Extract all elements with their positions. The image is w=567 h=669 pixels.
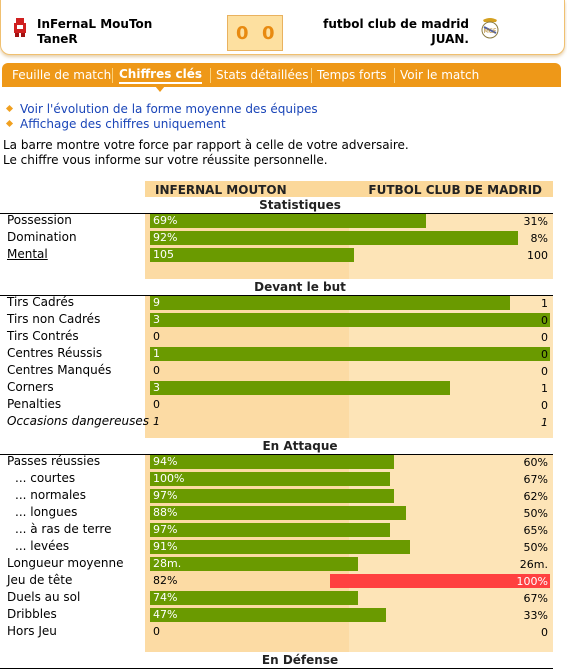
stat-home-value: 0 <box>153 364 160 377</box>
stat-bar-home <box>150 347 550 361</box>
stat-label: Dribbles <box>7 607 57 621</box>
stat-home-value: 3 <box>153 381 160 394</box>
stat-bar-home <box>150 296 510 310</box>
section-title: En Défense <box>261 653 339 667</box>
scoreboard <box>227 15 283 51</box>
section-title: Statistiques <box>259 198 341 212</box>
away-score: 0 <box>262 23 275 44</box>
stat-label: Tirs non Cadrés <box>7 312 101 326</box>
stat-label: ... levées <box>15 539 70 553</box>
tab-separator <box>394 68 395 83</box>
stat-home-value: 1 <box>153 415 160 428</box>
stat-label: Hors Jeu <box>7 624 57 638</box>
stat-bar-home <box>150 523 390 537</box>
link-chiffres-uniquement-label[interactable]: Affichage des chiffres uniquement <box>20 117 226 131</box>
stat-away-value: 26m. <box>519 558 548 571</box>
stat-home-value: 88% <box>153 506 178 519</box>
home-score: 0 <box>236 23 249 44</box>
stat-home-value: 94% <box>153 455 178 468</box>
stat-label: Duels au sol <box>7 590 81 604</box>
stat-away-value: 1 <box>541 297 548 310</box>
column-away-team: FUTBOL CLUB DE MADRID <box>368 183 542 197</box>
stat-home-value: 100% <box>153 472 185 485</box>
stat-home-value: 92% <box>153 231 178 244</box>
link-chiffres-uniquement[interactable] <box>7 117 226 132</box>
stat-bar-home <box>150 381 450 395</box>
stat-away-value: 31% <box>523 215 548 228</box>
stat-away-value: 50% <box>523 541 548 554</box>
tab-separator <box>311 68 312 83</box>
stat-bar-home <box>150 231 518 245</box>
stat-away-value: 0 <box>541 626 548 639</box>
link-evolution-forme[interactable] <box>7 102 318 117</box>
tab-temps-forts[interactable]: Temps forts <box>317 68 387 82</box>
away-team-name[interactable]: futbol club de madrid <box>323 17 469 31</box>
stat-bar-home <box>150 248 354 262</box>
away-team-block <box>323 17 469 47</box>
stat-bar-home <box>150 540 410 554</box>
bullet-icon <box>6 105 13 112</box>
stat-label[interactable]: Mental <box>7 247 48 261</box>
stat-bar-home <box>150 591 358 605</box>
stat-home-value: 0 <box>153 330 160 343</box>
stat-label: Jeu de tête <box>7 573 73 587</box>
tab-separator <box>112 68 113 83</box>
column-home-team: INFERNAL MOUTON <box>155 183 287 197</box>
stat-bar-home <box>150 472 390 486</box>
home-team-block <box>37 17 152 47</box>
section-header <box>0 279 553 296</box>
home-manager-name[interactable]: TaneR <box>37 32 78 46</box>
section-header <box>0 197 553 214</box>
stat-away-value: 0 <box>541 314 548 327</box>
stat-bar-home <box>150 506 406 520</box>
stat-away-value: 67% <box>523 473 548 486</box>
tab-stats-detaillees[interactable]: Stats détaillées <box>216 68 309 82</box>
stat-home-value: 91% <box>153 540 178 553</box>
stats-panel-away <box>349 181 553 661</box>
active-tab-arrow-icon <box>155 86 165 92</box>
stat-bar-home <box>150 313 550 327</box>
stat-home-value: 3 <box>153 313 160 326</box>
description-line-2: Le chiffre vous informe sur votre réussite personnelle. <box>3 153 328 167</box>
link-evolution-forme-label[interactable]: Voir l'évolution de la forme moyenne des équipes <box>20 102 318 116</box>
stat-label: Centres Manqués <box>7 363 112 377</box>
stat-label: ... courtes <box>15 471 76 485</box>
stat-home-value: 82% <box>153 574 178 587</box>
stat-home-value: 74% <box>153 591 178 604</box>
stat-home-value: 97% <box>153 523 178 536</box>
stat-label: Tirs Cadrés <box>7 295 74 309</box>
stat-home-value: 28m. <box>153 557 182 570</box>
stat-bar-home <box>150 455 394 469</box>
column-header <box>145 181 553 198</box>
match-header <box>0 0 565 55</box>
stat-home-value: 9 <box>153 296 160 309</box>
stat-bar-home <box>150 489 394 503</box>
stat-home-value: 97% <box>153 489 178 502</box>
stat-label: ... longues <box>15 505 78 519</box>
stat-away-value: 60% <box>523 456 548 469</box>
section-title: En Attaque <box>262 439 338 453</box>
stat-away-value: 0 <box>541 365 548 378</box>
stat-away-value: 67% <box>523 592 548 605</box>
tab-feuille-de-match[interactable]: Feuille de match <box>12 68 112 82</box>
stat-home-value: 1 <box>153 347 160 360</box>
away-manager-name[interactable]: JUAN. <box>431 32 469 46</box>
stat-home-value: 47% <box>153 608 178 621</box>
tab-chiffres-cles[interactable]: Chiffres clés <box>119 67 202 84</box>
stat-away-value: 0 <box>541 331 548 344</box>
tab-separator <box>210 68 211 83</box>
stat-label: Occasions dangereuses <box>7 414 149 428</box>
stat-label: ... à ras de terre <box>15 522 112 536</box>
svg-text:MCF: MCF <box>483 28 497 35</box>
stat-away-value: 1 <box>541 416 548 429</box>
tab-bar <box>2 63 561 87</box>
stat-home-value: 69% <box>153 214 178 227</box>
tab-voir-le-match[interactable]: Voir le match <box>400 68 480 82</box>
stat-label: Centres Réussis <box>7 346 103 360</box>
stat-away-value: 100% <box>516 575 548 588</box>
stat-home-value: 105 <box>153 248 174 261</box>
stat-away-value: 8% <box>530 232 548 245</box>
stat-away-value: 1 <box>541 382 548 395</box>
section-header <box>0 438 553 455</box>
description-line-1: La barre montre votre force par rapport à celle de votre adversaire. <box>3 138 409 152</box>
stat-away-value: 50% <box>523 507 548 520</box>
stat-label: Tirs Contrés <box>7 329 79 343</box>
stat-away-value: 62% <box>523 490 548 503</box>
section-title: Devant le but <box>254 280 346 294</box>
stat-label: Passes réussies <box>7 454 101 468</box>
stat-label: Penalties <box>7 397 62 411</box>
stat-home-value: 0 <box>153 625 160 638</box>
stat-label: Longueur moyenne <box>7 556 124 570</box>
stat-away-value: 0 <box>541 348 548 361</box>
home-team-name[interactable]: InFernaL MouTon <box>37 17 153 31</box>
bullet-icon <box>6 120 13 127</box>
stat-away-value: 33% <box>523 609 548 622</box>
stat-label: Corners <box>7 380 54 394</box>
real-madrid-crest-icon <box>479 16 501 40</box>
stat-away-value: 0 <box>541 399 548 412</box>
stat-home-value: 0 <box>153 398 160 411</box>
stat-label: Possession <box>7 213 72 227</box>
stat-label: Domination <box>7 230 77 244</box>
stat-bar-home <box>150 608 386 622</box>
stat-label: ... normales <box>15 488 86 502</box>
stat-bar-home <box>150 214 426 228</box>
red-player-icon <box>9 16 31 38</box>
stat-away-value: 65% <box>523 524 548 537</box>
stat-away-value: 100 <box>527 249 548 262</box>
